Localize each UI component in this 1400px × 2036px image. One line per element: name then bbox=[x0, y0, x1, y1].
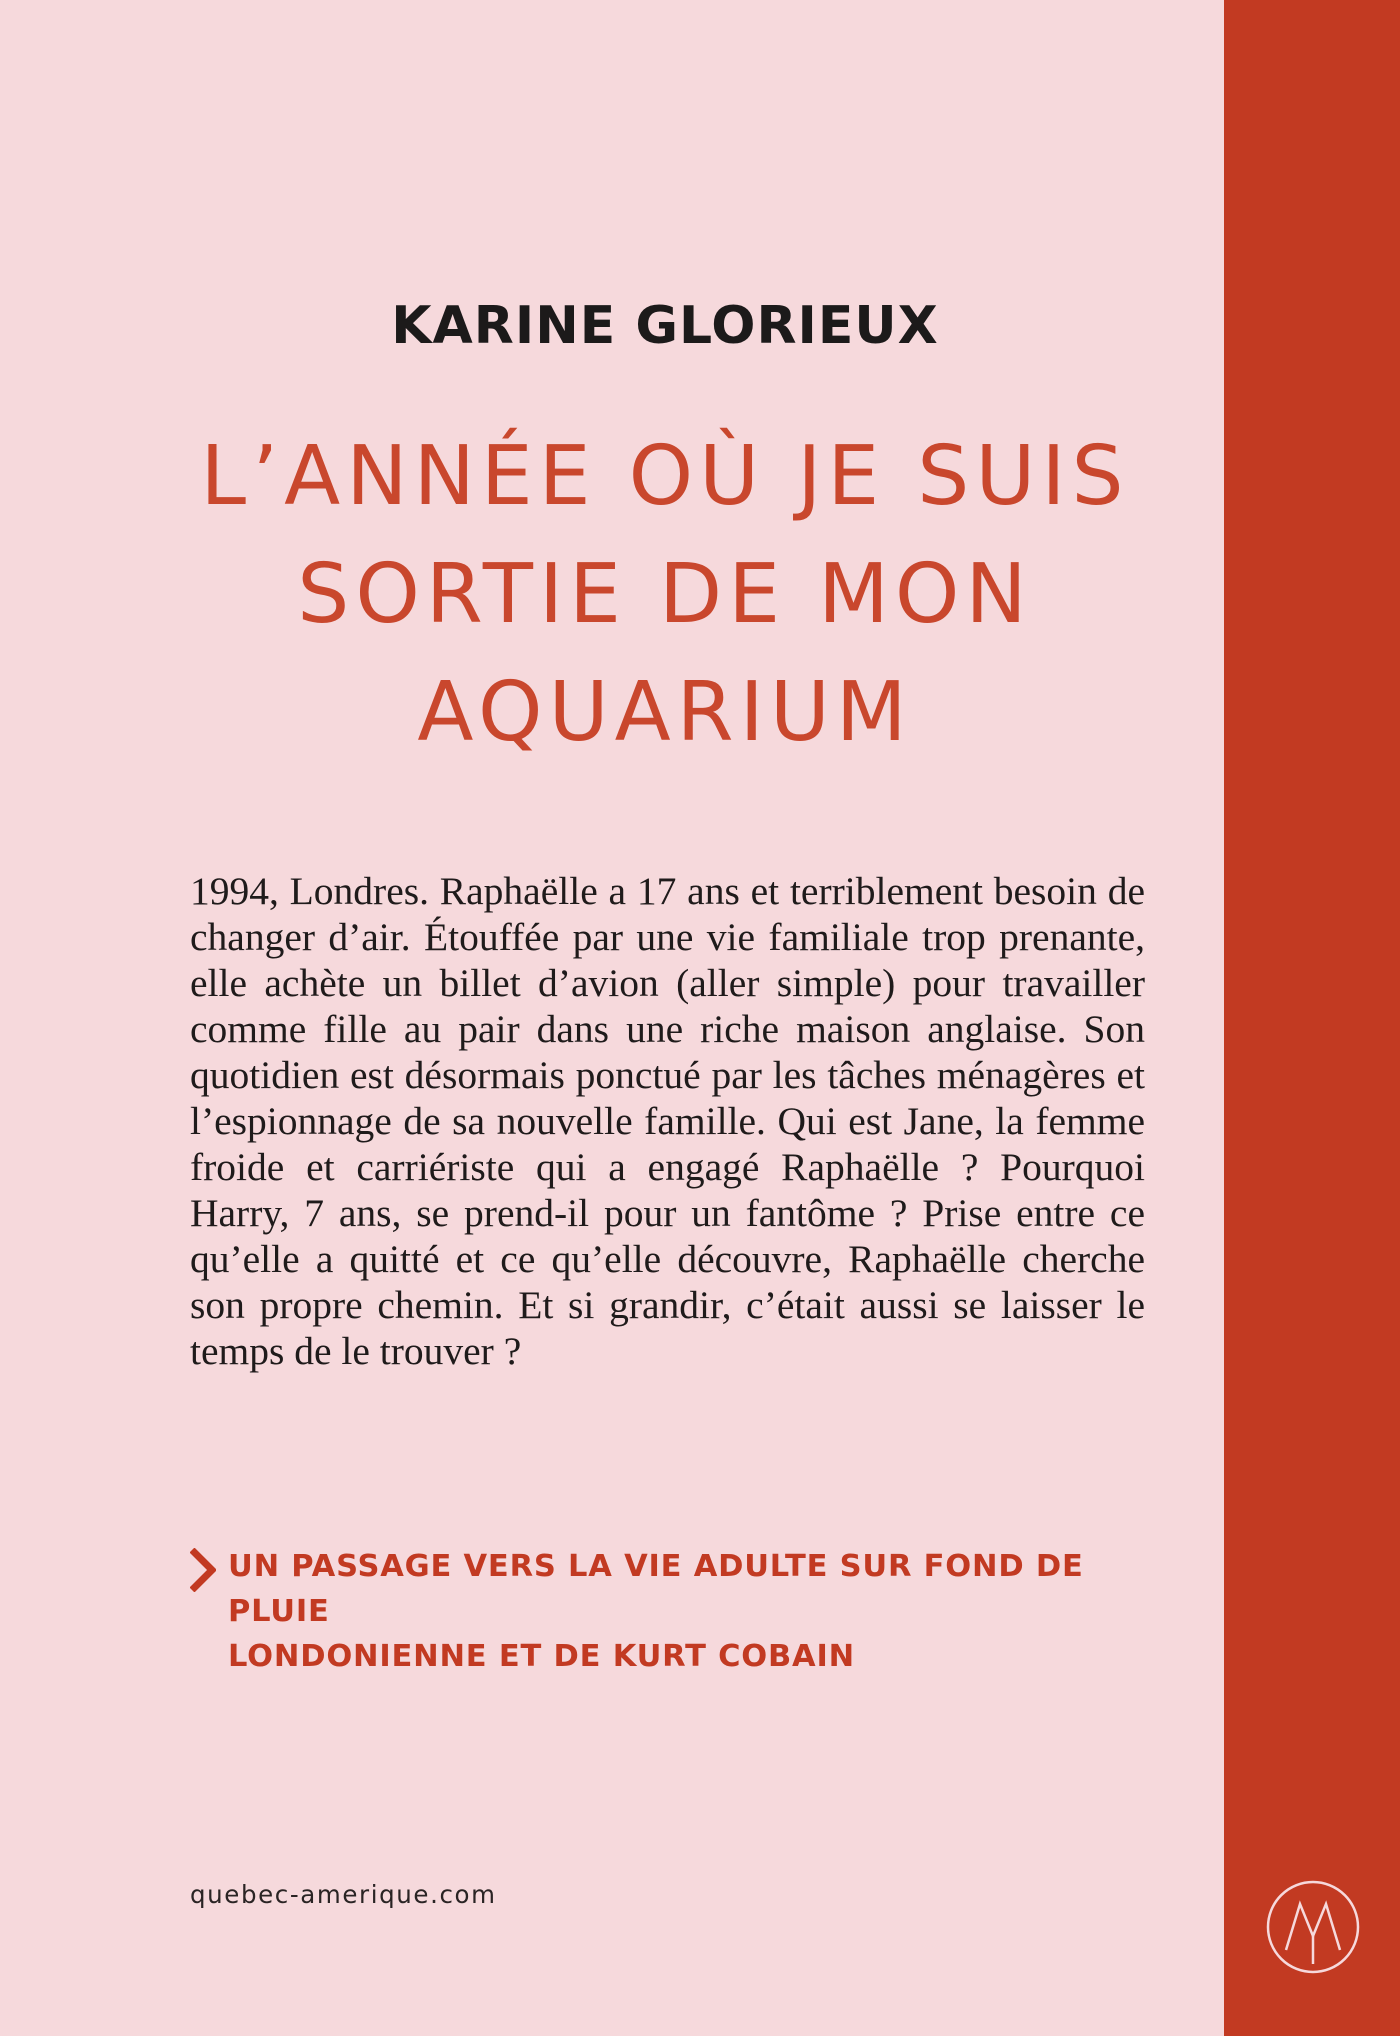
synopsis-text: 1994, Londres. Raphaëlle a 17 ans et terriblement besoin de changer d’air. Étouffée par une vie familiale trop prenante, elle achète un billet d’avion (aller simple) pour travailler comme fille au pair dans une riche maison anglaise. Son quotidien est désormais ponctué par les tâches ménagères et l’espionnage de sa nouvelle famille. Qui est Jane, la femme froide et carriériste qui a engagé Raphaëlle ? Pourquoi Harry, 7 ans, se prend-il pour un fantôme ? Prise entre ce qu’elle a quitté et ce qu’elle découvre, Raphaëlle cherche son propre chemin. Et si grandir, c’était aussi se laisser le temps de le trouver ? bbox=[190, 869, 1145, 1373]
publisher-logo-icon bbox=[1264, 1878, 1362, 1976]
publisher-website: quebec-amerique.com bbox=[190, 1880, 497, 1909]
tagline-line-2: LONDONIENNE ET DE KURT COBAIN bbox=[228, 1639, 855, 1674]
author-name: KARINE GLORIEUX bbox=[391, 296, 939, 356]
chevron-right-icon bbox=[190, 1548, 216, 1592]
title-line-2: SORTIE DE MON bbox=[297, 547, 1033, 642]
tagline-line-1: UN PASSAGE VERS LA VIE ADULTE SUR FOND DE PLUIE bbox=[228, 1549, 1084, 1629]
book-title bbox=[0, 418, 1330, 772]
title-line-3: AQUARIUM bbox=[417, 665, 913, 760]
tagline-text bbox=[228, 1544, 1148, 1679]
title-line-1: L’ANNÉE OÙ JE SUIS bbox=[200, 429, 1130, 524]
